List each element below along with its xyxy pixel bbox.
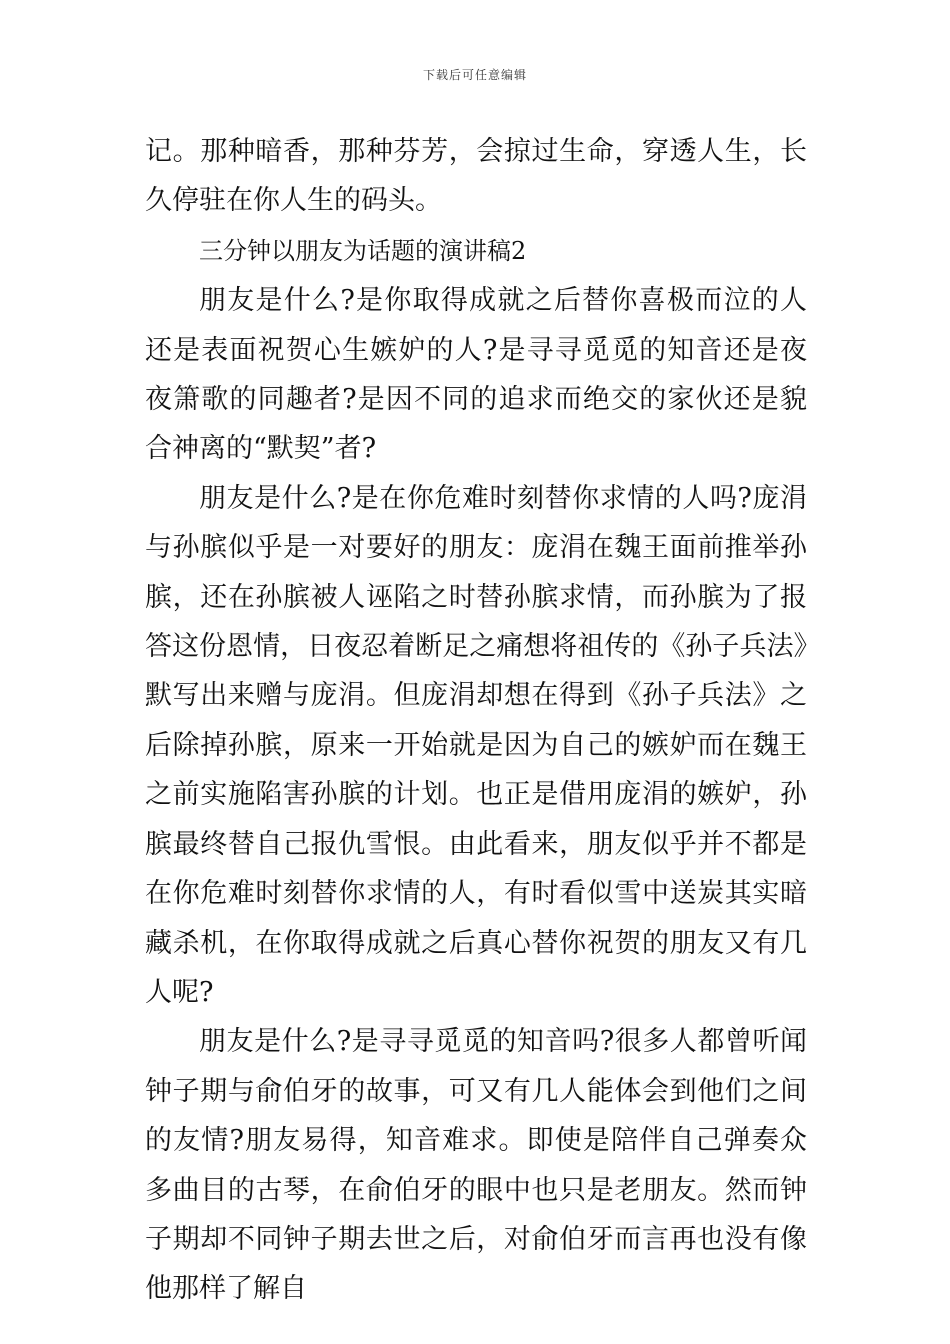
paragraph-1: 朋友是什么?是你取得成就之后替你喜极而泣的人还是表面祝贺心生嫉妒的人?是寻寻觅觅的知音还是夜夜箫歌的同趣者?是因不同的追求而绝交的家伙还是貌合神离的“默契”者? — [145, 285, 807, 465]
paragraph-continuation: 记。那种暗香，那种芬芳，会掠过生命，穿透人生，长久停驻在你人生的码头。 — [145, 136, 807, 217]
body-text — [145, 127, 807, 1314]
section-heading: 三分钟以朋友为话题的演讲稿2 — [199, 236, 527, 265]
header-note: 下载后可任意编辑 — [422, 68, 527, 82]
paragraph-2: 朋友是什么?是在你危难时刻替你求情的人吗?庞涓与孙膑似乎是一对要好的朋友：庞涓在魏王面前推举孙膑，还在孙膑被人诬陷之时替孙膑求情，而孙膑为了报答这份恩情，日夜忍着断足之痛想将祖传的《孙子兵法》默写出来赠与庞涓。但庞涓却想在得到《孙子兵法》之后除掉孙膑，原来一开始就是因为自己的嫉妒而在魏王之前实施陷害孙膑的计划。也正是借用庞涓的嫉妒，孙膑最终替自己报仇雪恨。由此看来，朋友似乎并不都是在你危难时刻替你求情的人，有时看似雪中送炭其实暗藏杀机，在你取得成就之后真心替你祝贺的朋友又有几人呢? — [145, 482, 807, 1008]
paragraph-3: 朋友是什么?是寻寻觅觅的知音吗?很多人都曾听闻钟子期与俞伯牙的故事，可又有几人能体会到他们之间的友情?朋友易得，知音难求。即使是陪伴自己弹奏众多曲目的古琴，在俞伯牙的眼中也只是老朋友。然而钟子期却不同钟子期去世之后，对俞伯牙而言再也没有像他那样了解自 — [145, 1026, 807, 1305]
